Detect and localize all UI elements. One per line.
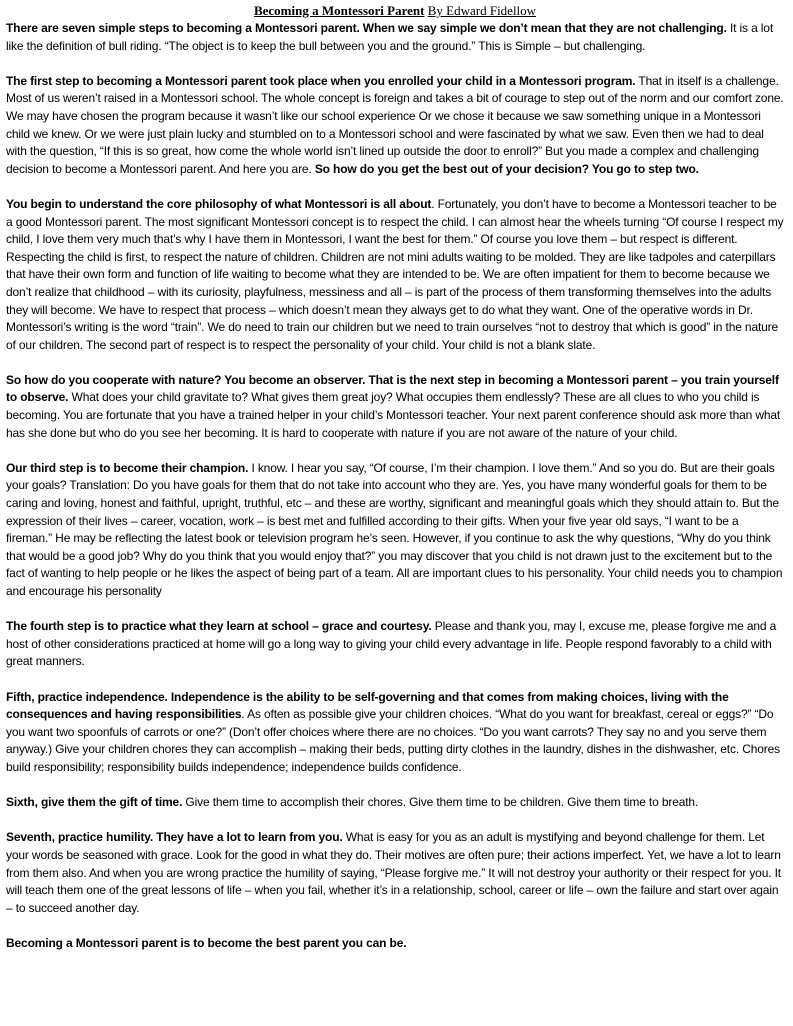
paragraph: [6, 20, 784, 55]
text-run: I know. I hear you say, “Of course, I’m their champion. I love them.” And so you do. But are their goals your goals? Translation: Do you have goals for them that do not take into account who they are. Yes, you have many wonderful goals for them to be caring and loving, honest and faithful, upright, truthful, etc – and these are worthy, significant and meaningful goals which they should attain to. But the expression of their lives – career, vocation, work – is best met and fulfilled according to their gifts. When your five year old says, “I want to be a fireman.” He may be reflecting the latest book or television program he’s seen. However, if you continue to ask the why questions, “Why do you think that would be a good job? Why do you think that you would enjoy that?” you may discover that you child is not drawn just to the excitement but to the fact of wanting to help people or he likes the aspect of being part of a team. All are important clues to his personality. Your child needs you to champion and encourage his personality: [6, 460, 783, 598]
paragraph: [6, 829, 784, 917]
bold-text-run: The fourth step is to practice what they learn at school – grace and courtesy.: [6, 619, 432, 634]
bold-text-run: There are seven simple steps to becoming a Montessori parent. When we say simple we don’t mean that they are not challenging.: [6, 21, 727, 35]
paragraph: [6, 196, 784, 354]
text-run: . As often as possible give your children choices. “What do you want for breakfast, cereal or eggs?” “Do you want two spoonfuls of carrots or one?” (Don’t offer choices where there are no choices. “Do you want carrots? They say no and you serve them anyway.) Give your children chores they can accomplish – making their beds, putting dirty clothes in the laundry, dishes in the dishwasher, etc. Chores build responsibility; responsibility builds independence; independence builds confidence.: [6, 707, 780, 774]
bold-text-run: The first step to becoming a Montessori parent took place when you enrolled your child in a Montessori program.: [6, 73, 636, 88]
text-run: What does your child gravitate to? What gives them great joy? What occupies them endlessly? These are all clues to who you child is becoming. You are fortunate that you have a trained helper in your child’s Montessori teacher. Your next parent conference should ask more than what has she done but who do you see her becoming. It is hard to cooperate with nature if you are not aware of the nature of your child.: [6, 390, 781, 440]
paragraph: [6, 794, 784, 812]
paragraph: [6, 618, 784, 671]
document-byline: By Edward Fidellow: [427, 3, 537, 18]
paragraph: [6, 73, 784, 179]
bold-text-run: Our third step is to become their champion.: [6, 460, 249, 475]
text-run: It is a lot like the definition of bull riding. “The object is to keep the bull between you and the ground.” This is Simple – but challenging.: [6, 21, 773, 53]
bold-text-run: Sixth, give them the gift of time.: [6, 795, 183, 810]
bold-text-run: You begin to understand the core philosophy of what Montessori is all about: [6, 196, 432, 211]
text-run: That in itself is a challenge. Most of us weren’t raised in a Montessori school. The whole concept is foreign and takes a bit of courage to step out of the norm and our comfort zone. We may have chosen the program because it wasn’t like our school experience Or we chose it because we saw something unique in a Montessori child we knew. Or we were just plain lucky and stumbled on to a Montessori school and were fascinated by what we saw. Even then we had to deal with the question, “If this is so great, how come the whole world isn’t lined up outside the door to enroll?” But you made a complex and challenging decision to become a Montessori parent. And here you are.: [6, 73, 784, 176]
paragraph: [6, 460, 784, 601]
bold-text-run: So how do you cooperate with nature? You become an observer. That is the next step in becoming a Montessori parent – you train yourself to observe.: [6, 372, 779, 405]
bold-text-run: Seventh, practice humility. They have a lot to learn from you.: [6, 830, 343, 845]
document-body: [6, 20, 784, 952]
document-header: [6, 3, 784, 19]
bold-text-run: So how do you get the best out of your decision? You go to step two.: [314, 161, 699, 176]
paragraph: [6, 372, 784, 442]
text-run: Please and thank you, may I, excuse me, please forgive me and a host of other considerations practiced at home will go a long way to giving your child every advantage in life. People respond favorably to a child with great manners.: [6, 619, 777, 669]
paragraph: [6, 689, 784, 777]
document-title: Becoming a Montessori Parent: [253, 3, 425, 18]
bold-text-run: Becoming a Montessori parent is to become the best parent you can be.: [6, 935, 407, 950]
text-run: Give them time to accomplish their chores. Give them time to be children. Give them time to breath.: [182, 795, 699, 810]
bold-text-run: Fifth, practice independence. Independence is the ability to be self-governing and that comes from making choices, living with the consequences and having responsibilities: [6, 689, 729, 722]
text-run: What is easy for you as an adult is mystifying and beyond challenge for them. Let your words be seasoned with grace. Look for the good in what they do. Their motives are often pure; their actions imperfect. Yet, we have a lot to learn from them also. And when you are wrong practice the humility of saying, “Please forgive me.” It will not destroy your authority or their respect for you. It will teach them one of the great lessons of life – when you fail, whether it’s in a relationship, school, career or life – own the failure and start over again – to succeed another day.: [6, 830, 781, 915]
text-run: . Fortunately, you don’t have to become a Montessori teacher to be a good Montessori parent. The most significant Montessori concept is to respect the child. I can almost hear the wheels turning “Of course I respect my child, I love them very much that’s why I have them in Montessori, I want the best for them.” Of course you love them – but respect is different. Respecting the child is first, to respect the nature of children. Children are not mini adults waiting to be molded. They are like tadpoles and caterpillars that have their own form and function of life waiting to become what they are intended to be. We are often impatient for them to become because we don’t realize that childhood – with its curiosity, playfulness, messiness and all – is part of the process of them transforming themselves into the adults they will become. We have to respect that process – which doesn’t mean they always get to do what they want. One of the operative words in Dr. Montessori’s writing is the word “train”. We do need to train our children but we need to train ourselves “not to destroy that which is good” in the nature of our children. The second part of respect is to respect the personality of your child. Your child is not a blank slate.: [6, 196, 784, 352]
paragraph: [6, 935, 784, 953]
